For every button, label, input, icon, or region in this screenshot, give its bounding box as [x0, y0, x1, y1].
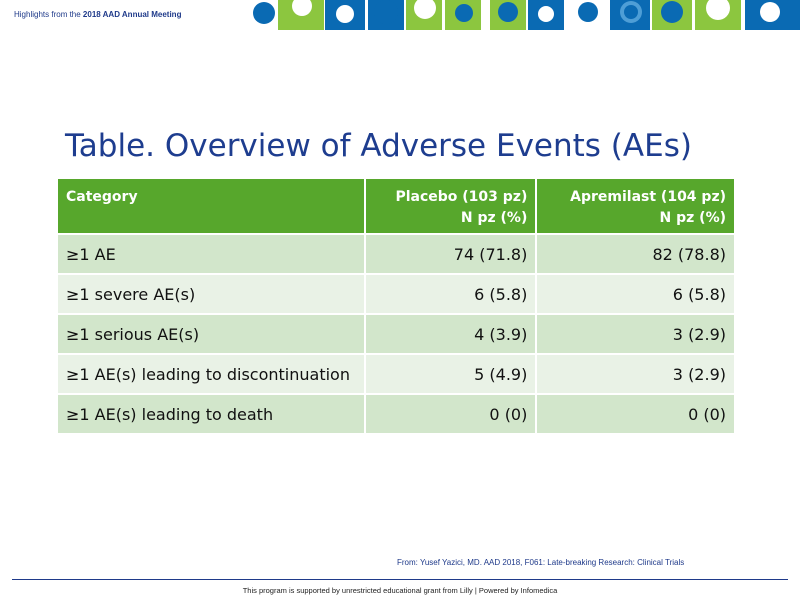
- header-text: [14, 10, 181, 19]
- row-placebo: 74 (71.8): [365, 234, 536, 274]
- header-category-label: Category: [66, 189, 138, 205]
- row-category: ≥1 AE(s) leading to discontinuation: [58, 354, 365, 394]
- row-category: ≥1 serious AE(s): [58, 314, 365, 354]
- banner-circle: [374, 0, 398, 24]
- row-apremilast: 0 (0): [536, 394, 734, 434]
- banner-circle: [760, 2, 780, 22]
- banner-circle: [336, 5, 354, 23]
- row-category: ≥1 AE: [58, 234, 365, 274]
- row-apremilast: 6 (5.8): [536, 274, 734, 314]
- header-meeting: 2018 AAD Annual Meeting: [82, 10, 182, 19]
- header-placebo-line2: N pz (%): [460, 210, 528, 226]
- header-placebo: [365, 179, 536, 234]
- footer-divider: [12, 579, 788, 580]
- header-apremilast-line2: N pz (%): [659, 210, 726, 226]
- adverse-events-table: [58, 179, 734, 435]
- row-placebo: 0 (0): [365, 394, 536, 434]
- row-apremilast: 3 (2.9): [536, 354, 734, 394]
- table-row: [58, 394, 734, 434]
- banner-circle: [455, 4, 473, 22]
- table-row: [58, 274, 734, 314]
- banner-circle: [624, 5, 638, 19]
- table-row: [58, 234, 734, 274]
- header-apremilast-line1: Apremilast (104 pz): [570, 189, 726, 205]
- table-row: [58, 354, 734, 394]
- row-apremilast: 82 (78.8): [536, 234, 734, 274]
- page-title: Table. Overview of Adverse Events (AEs): [65, 128, 692, 164]
- header-placebo-line1: Placebo (103 pz): [395, 189, 528, 205]
- row-placebo: 4 (3.9): [365, 314, 536, 354]
- row-placebo: 5 (4.9): [365, 354, 536, 394]
- table-header-row: [58, 179, 734, 234]
- header-apremilast: [536, 179, 734, 234]
- row-category: ≥1 AE(s) leading to death: [58, 394, 365, 434]
- row-category: ≥1 severe AE(s): [58, 274, 365, 314]
- source-citation: From: Yusef Yazici, MD. AAD 2018, F061: Late-breaking Research: Clinical Trials: [397, 558, 685, 567]
- banner-circle: [253, 2, 275, 24]
- banner-circle: [498, 2, 518, 22]
- banner-circle: [661, 1, 683, 23]
- header-category: [58, 179, 365, 234]
- header-prefix: Highlights from the: [14, 10, 83, 19]
- banner-circle: [578, 2, 598, 22]
- row-apremilast: 3 (2.9): [536, 314, 734, 354]
- row-placebo: 6 (5.8): [365, 274, 536, 314]
- banner-circle: [538, 6, 554, 22]
- table-row: [58, 314, 734, 354]
- decorative-banner: [250, 0, 800, 30]
- footer-text: This program is supported by unrestricted educational grant from Lilly | Powered by Infomedica: [242, 586, 558, 595]
